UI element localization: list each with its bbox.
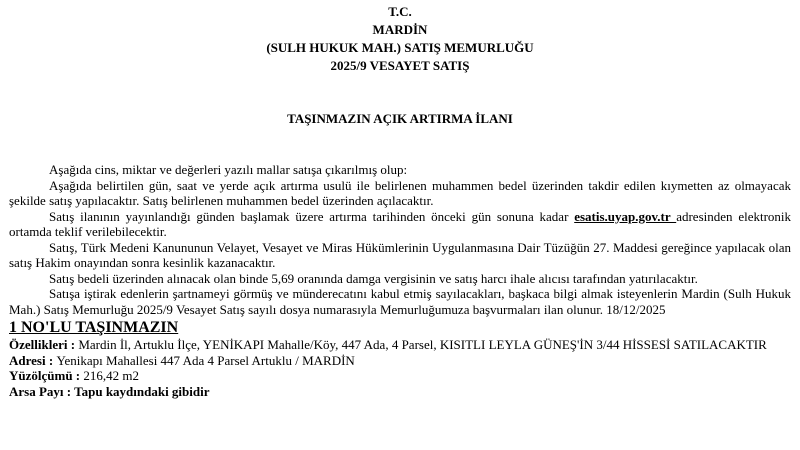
paragraph-legal-basis: Satış, Türk Medeni Kanununun Velayet, Vesayet ve Miras Hükümlerinin Uygulanmasına Dair Tüzüğün 27. Maddesi gereğince yapılacak olan satış Hakim onayından sonra kesinlik kazanacaktır.	[9, 239, 791, 270]
document-body	[0, 162, 800, 399]
property-features-value: Mardin İl, Artuklu İlçe, YENİKAPI Mahalle/Köy, 447 Ada, 4 Parsel, KISITLI LEYLA GÜNEŞ'İN 3/44 HİSSESİ SATILACAKTIR	[78, 337, 767, 352]
paragraph-stamp-tax: Satış bedeli üzerinden alınacak olan binde 5,69 oranında damga vergisinin ve satış harcı ihale alıcısı tarafından yatırılacaktır.	[49, 270, 698, 286]
header-line-office: (SULH HUKUK MAH.) SATIŞ MEMURLUĞU	[266, 40, 534, 55]
header-line-file: 2025/9 VESAYET SATIŞ	[330, 58, 470, 73]
property-land-share-label: Arsa Payı :	[9, 383, 75, 399]
document-header	[0, 0, 800, 75]
property-address	[9, 353, 791, 369]
property-area-value: 216,42 m2	[83, 368, 140, 383]
header-line-city: MARDİN	[372, 22, 428, 37]
paragraph-intro: Aşağıda cins, miktar ve değerleri yazılı mallar satışa çıkarılmış olup:	[49, 162, 408, 177]
header-line-tc: T.C.	[388, 4, 412, 19]
property-features	[9, 337, 791, 353]
property-address-label: Adresi :	[9, 352, 57, 368]
paragraph-announcement: Satışa iştirak edenlerin şartnameyi görmüş ve münderecatını kabul etmiş sayılacakları, başkaca bilgi almak isteyenlerin Mardin (Sulh Hukuk Mah.) Satış Memurluğu 2025/9 Vesayet Satış sayılı dosya numarasıyla Memurluğumuza başvurmaları ilan olunur. 18/12/2025	[9, 286, 791, 317]
paragraph-electronic-bidding	[9, 209, 791, 240]
paragraph-electronic-bidding-text-2: adresinden elektronik ortamda teklif verilebilecektir.	[9, 208, 792, 239]
paragraph-electronic-bidding-text-1: Satış ilanının yayınlandığı günden başlamak üzere artırma tarihinden önceki gün sonuna kadar	[49, 208, 575, 224]
property-heading: 1 NO'LU TAŞINMAZIN	[9, 319, 179, 336]
paragraph-auction-method: Aşağıda belirtilen gün, saat ve yerde açık artırma usulü ile belirlenen muhammen bedel üzerinden takdir edilen kıymetten az olmayacak şekilde satış yapılacaktır. Satış belirlenen muhammen bedel üzerinden açılacaktır.	[9, 177, 791, 208]
property-land-share-value: Tapu kaydındaki gibidir	[74, 383, 210, 399]
property-area	[9, 368, 791, 384]
property-land-share	[9, 384, 791, 400]
property-address-value: Yenikapı Mahallesi 447 Ada 4 Parsel Artuklu / MARDİN	[56, 352, 355, 368]
property-features-label: Özellikleri :	[9, 337, 79, 352]
property-area-label: Yüzölçümü :	[9, 368, 84, 383]
page-title: TAŞINMAZIN AÇIK ARTIRMA İLANI	[287, 111, 513, 126]
esatis-link[interactable]: esatis.uyap.gov.tr	[574, 208, 677, 224]
